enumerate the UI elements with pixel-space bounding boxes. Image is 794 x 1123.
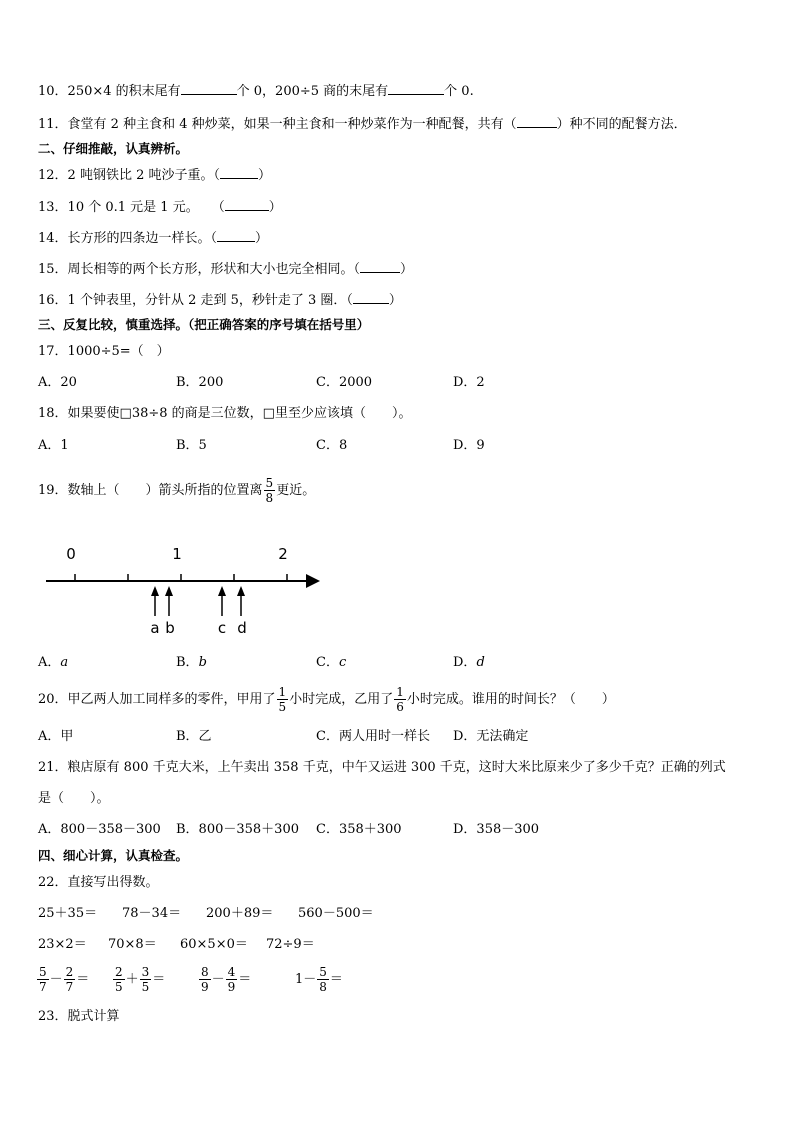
option-a[interactable]: A．1 <box>38 438 69 453</box>
arrowhead-icon <box>237 586 245 596</box>
question-20: 20．甲乙两人加工同样多的零件，甲用了 $\frac{1}{5}$ 小时完成，乙用了 $\frac{1}{6}$ 小时完成。谁用的时间长？（ ） <box>38 685 615 714</box>
calc-item: 200＋89＝ <box>206 906 274 921</box>
fraction-calc-item: $\frac{8}{9}$ － $\frac{4}{9}$ ＝ <box>201 965 252 994</box>
tick-label-2: 2 <box>278 545 288 563</box>
calc-item: 70×8＝ <box>108 937 157 952</box>
arrowhead-icon <box>151 586 159 596</box>
tick-label-0: 0 <box>66 545 76 563</box>
option-c[interactable]: C．c <box>316 655 347 670</box>
option-a[interactable]: A．20 <box>38 375 77 390</box>
arrow-label-c: c <box>217 619 227 637</box>
arrow-label-a: a <box>150 619 160 637</box>
question-16: 16．1 个钟表里，分针从 2 走到 5，秒针走了 3 圈．（ ） <box>38 293 402 308</box>
section-2-heading: 二、仔细推敲，认真辨析。 <box>38 141 189 156</box>
option-b[interactable]: B．乙 <box>176 729 212 744</box>
option-d[interactable]: D．无法确定 <box>453 729 529 744</box>
answer-blank[interactable] <box>225 198 269 211</box>
answer-blank[interactable] <box>181 82 237 95</box>
question-18: 18．如果要使□38÷8 的商是三位数，□里至少应该填（ ）。 <box>38 406 412 421</box>
question-22: 22．直接写出得数。 <box>38 875 159 890</box>
calc-item: 560－500＝ <box>298 906 374 921</box>
question-14: 14．长方形的四条边一样长。（ ） <box>38 231 269 246</box>
option-a[interactable]: A．a <box>38 655 69 670</box>
section-4-heading: 四、细心计算，认真检查。 <box>38 848 189 863</box>
calc-item: 60×5×0＝ <box>180 937 248 952</box>
calc-item: 23×2＝ <box>38 937 87 952</box>
axis-arrowhead <box>306 574 320 588</box>
answer-blank[interactable] <box>360 260 400 273</box>
option-d[interactable]: D．9 <box>453 438 485 453</box>
arrow-label-d: d <box>237 619 247 637</box>
option-b[interactable]: B．200 <box>176 375 224 390</box>
fraction: $\frac{5}{8}$ <box>265 476 274 505</box>
fraction: $\frac{1}{5}$ <box>278 685 287 714</box>
option-d[interactable]: D．2 <box>453 375 485 390</box>
question-11: 11．食堂有 2 种主食和 4 种炒菜，如果一种主食和一种炒菜作为一种配餐，共有（ ）种不同的配餐方法． <box>38 117 687 132</box>
answer-blank[interactable] <box>517 115 557 128</box>
arrowhead-icon <box>218 586 226 596</box>
question-19: 19．数轴上（ ）箭头所指的位置离 $\frac{5}{8}$ 更近。 <box>38 476 316 505</box>
option-c[interactable]: C．358＋300 <box>316 822 402 837</box>
option-c[interactable]: C．8 <box>316 438 348 453</box>
question-12: 12．2 吨钢铁比 2 吨沙子重。（ ） <box>38 168 271 183</box>
arrowhead-icon <box>165 586 173 596</box>
option-c[interactable]: C．两人用时一样长 <box>316 729 430 744</box>
calc-item: 72÷9＝ <box>266 937 315 952</box>
number-line-figure <box>40 540 340 640</box>
answer-blank[interactable] <box>217 229 255 242</box>
tick-label-1: 1 <box>172 545 182 563</box>
option-c[interactable]: C．2000 <box>316 375 373 390</box>
fraction-calc-item: $\frac{2}{5}$ ＋ $\frac{3}{5}$ ＝ <box>115 965 166 994</box>
answer-blank[interactable] <box>353 291 389 304</box>
calc-item: 78－34＝ <box>122 906 182 921</box>
question-15: 15．周长相等的两个长方形，形状和大小也完全相同。（ ） <box>38 262 414 277</box>
question-21-cont: 是（ ）。 <box>38 791 110 806</box>
question-17: 17．1000÷5=（ ） <box>38 344 170 359</box>
option-b[interactable]: B．800－358＋300 <box>176 822 299 837</box>
option-a[interactable]: A．甲 <box>38 729 74 744</box>
answer-blank[interactable] <box>220 166 258 179</box>
answer-blank[interactable] <box>388 82 444 95</box>
option-d[interactable]: D．358－300 <box>453 822 540 837</box>
option-a[interactable]: A．800－358－300 <box>38 822 161 837</box>
calc-item: 25＋35＝ <box>38 906 98 921</box>
question-13: 13．10 个 0.1 元是 1 元。 （ ） <box>38 200 282 215</box>
option-b[interactable]: B．b <box>176 655 207 670</box>
fraction-calc-item: 1－ $\frac{5}{8}$ ＝ <box>295 965 343 994</box>
fraction: $\frac{1}{6}$ <box>396 685 404 714</box>
arrow-label-b: b <box>165 619 175 637</box>
section-3-heading: 三、反复比较，慎重选择。（把正确答案的序号填在括号里） <box>38 317 370 332</box>
fraction-calc-item: $\frac{5}{7}$ － $\frac{2}{7}$ ＝ <box>39 965 90 994</box>
option-d[interactable]: D．d <box>453 655 485 670</box>
question-23: 23．脱式计算 <box>38 1009 120 1024</box>
question-21: 21．粮店原有 800 千克大米，上午卖出 358 千克，中午又运进 300 千克，这时大米比原来少了多少千克？正确的列式 <box>38 760 726 775</box>
question-10: 10．250×4 的积末尾有 个 0，200÷5 商的末尾有 个 0. <box>38 84 474 99</box>
option-b[interactable]: B．5 <box>176 438 207 453</box>
